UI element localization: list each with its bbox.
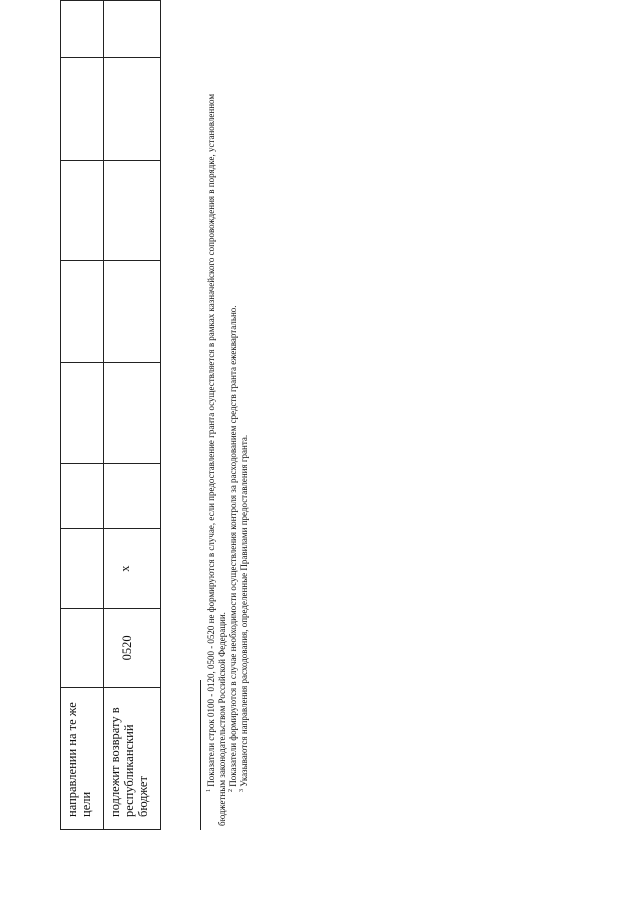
empty-cell [104, 1, 161, 58]
footnote-mark: 3 [239, 789, 245, 792]
value-cell [61, 529, 104, 608]
empty-cell [61, 363, 104, 463]
empty-cell [61, 160, 104, 260]
footnote-text: Указываются направления расходования, определенные Правилами предоставления гранта. [239, 434, 249, 787]
empty-cell [104, 58, 161, 160]
footnote-text: Показатели строк 0100 - 0120, 0500 - 0520 не формируются в случае, если предоставление гранта осуществляется в рамках казначейского сопровождения в порядке, установленном бюджетным законодательством Российской Федерации. [206, 93, 227, 826]
empty-cell [104, 261, 161, 363]
table-row [61, 1, 104, 830]
empty-cell [61, 463, 104, 529]
table-row [104, 1, 161, 830]
empty-cell [104, 363, 161, 463]
footnotes [206, 56, 250, 826]
empty-cell [61, 58, 104, 160]
row-label-cell [61, 688, 104, 830]
code-cell [104, 608, 161, 687]
value-cell [104, 529, 161, 608]
row-label: подлежит возврату в республиканский бюджет [108, 707, 150, 817]
row-label: направлении на те же цели [65, 702, 93, 817]
footnote-3 [239, 56, 250, 826]
footnote-1 [206, 56, 228, 826]
footnote-mark: 1 [206, 789, 212, 792]
footnote-separator [200, 680, 201, 830]
code-cell [61, 608, 104, 687]
empty-cell [104, 160, 161, 260]
grant-table [60, 0, 161, 830]
empty-cell [61, 1, 104, 58]
footnote-mark: 2 [228, 789, 234, 792]
footnote-2 [228, 56, 239, 826]
row-code: 0520 [120, 635, 134, 661]
cell-value: x [118, 565, 132, 572]
row-label-cell [104, 688, 161, 830]
empty-cell [61, 261, 104, 363]
empty-cell [104, 463, 161, 529]
footnote-text: Показатели формируются в случае необходимости осуществления контроля за расходованием средств гранта ежеквартально. [228, 305, 238, 787]
